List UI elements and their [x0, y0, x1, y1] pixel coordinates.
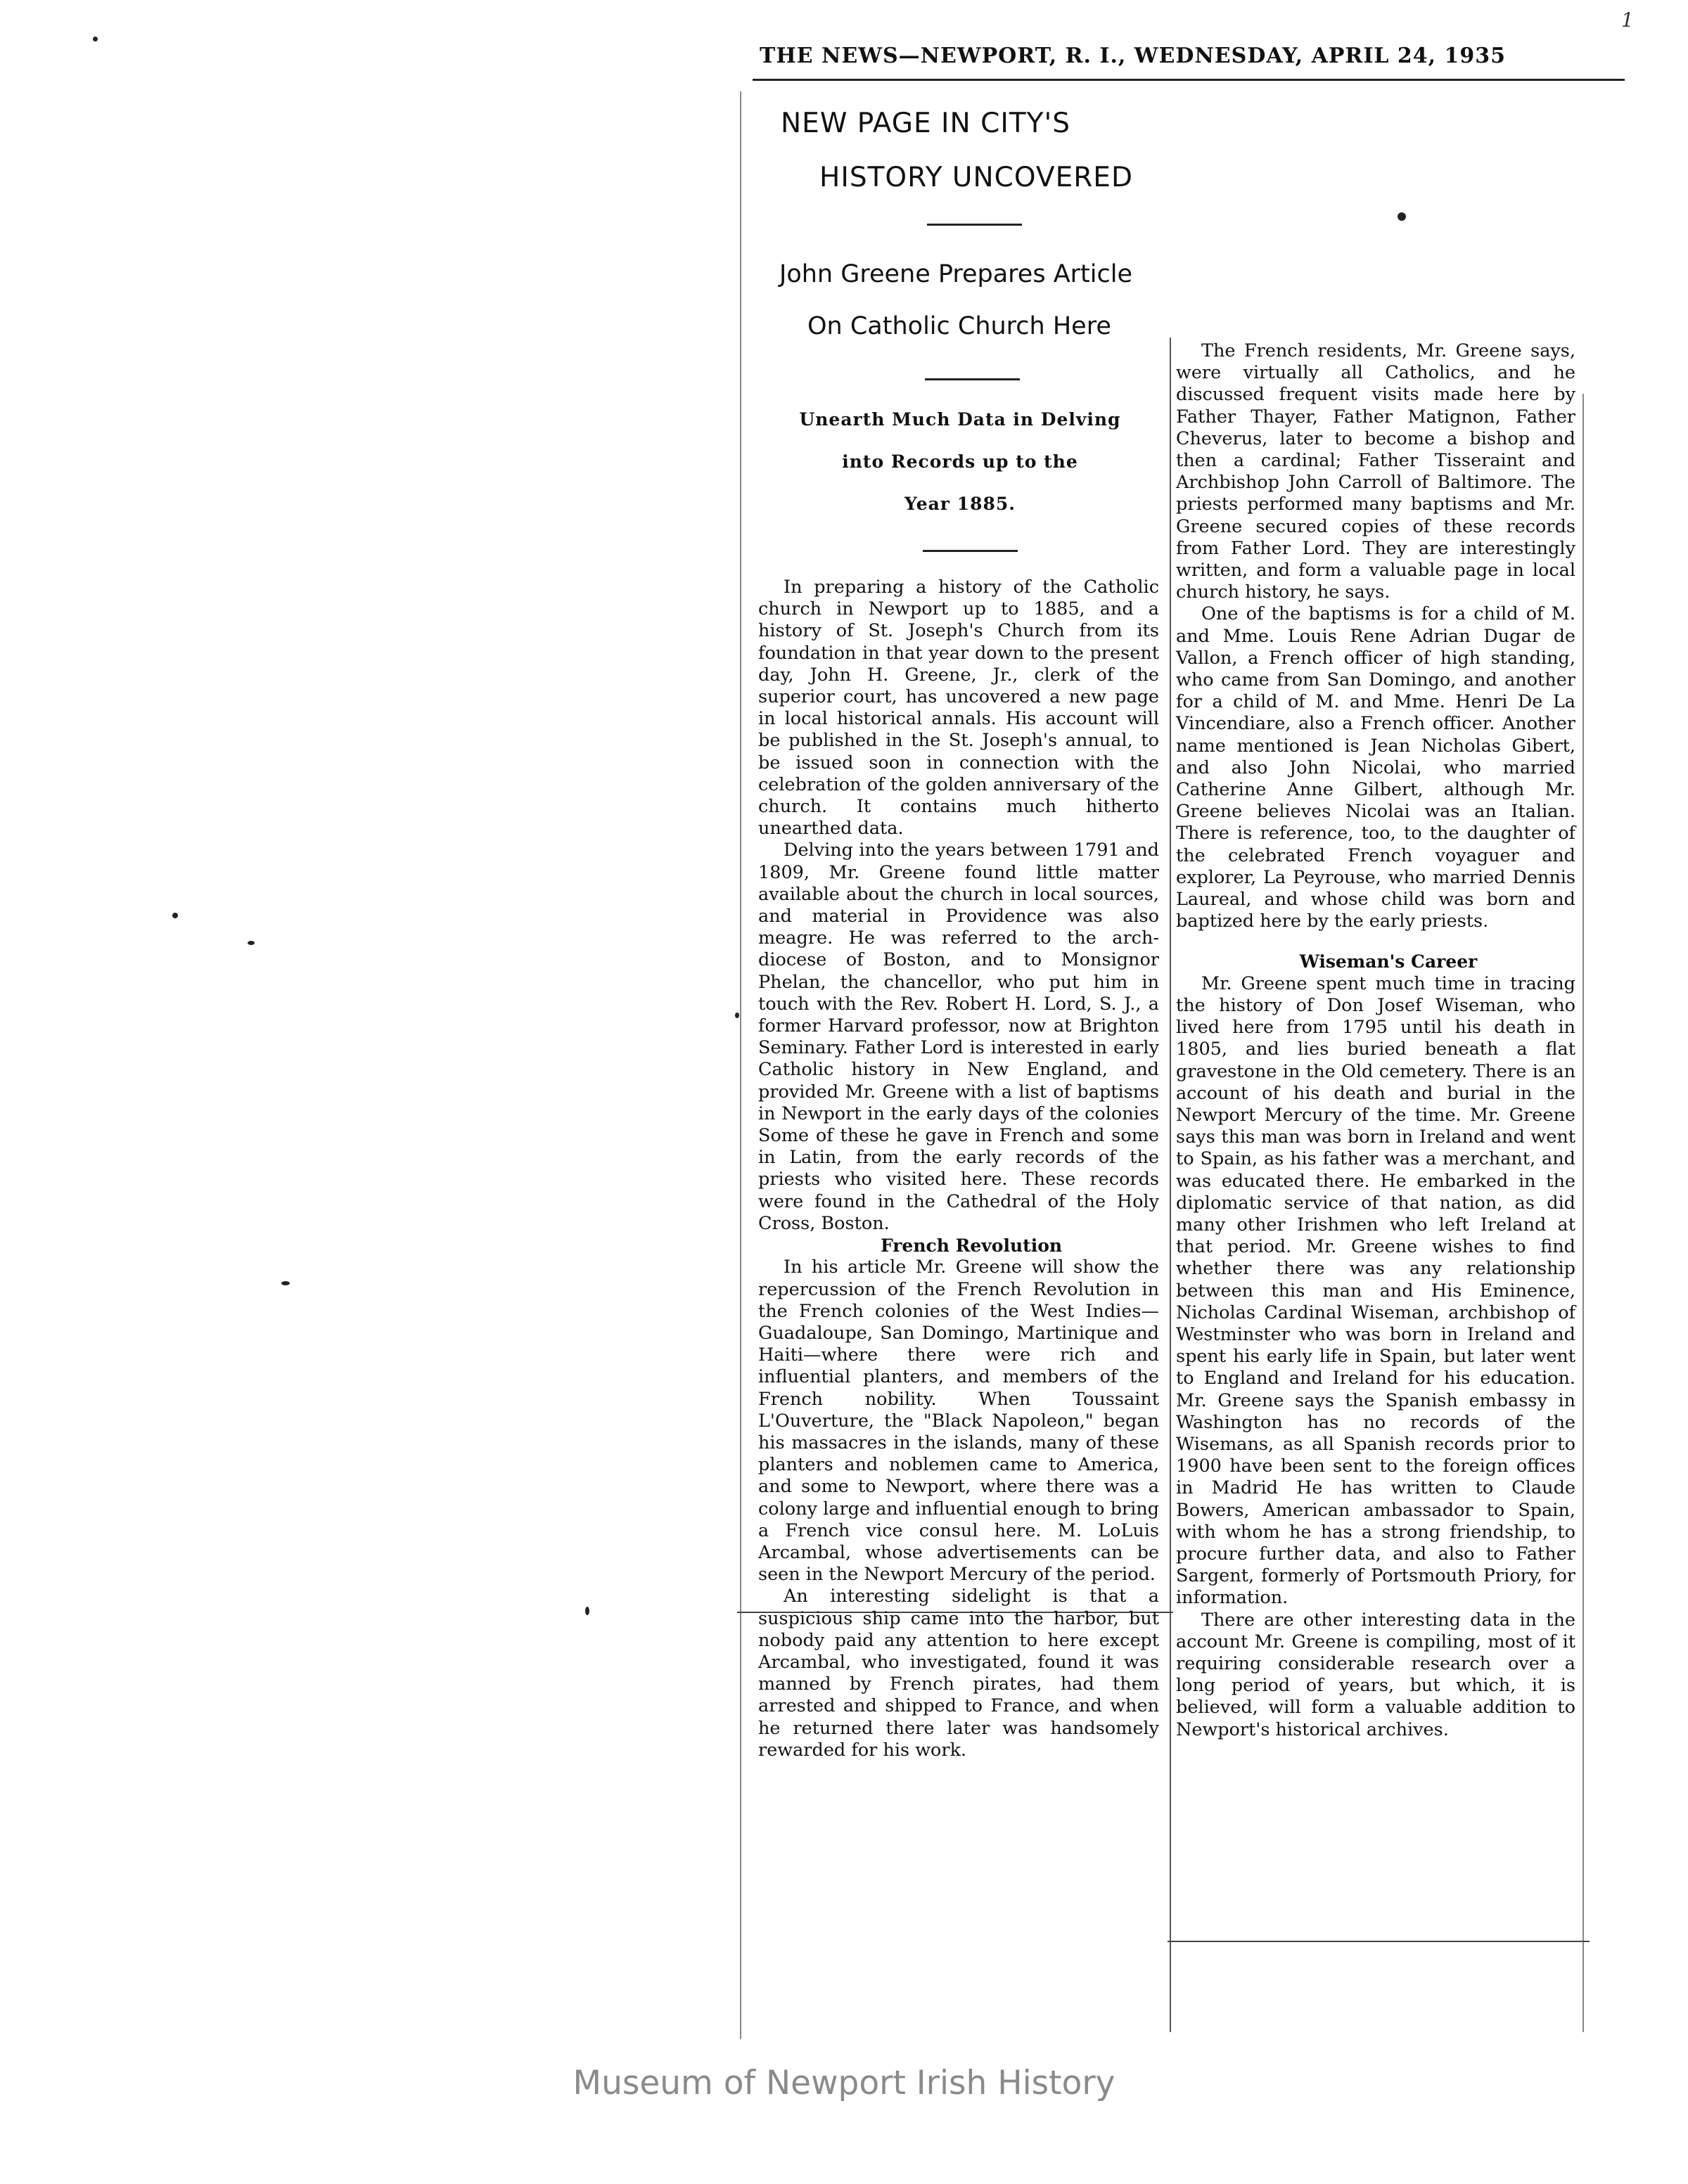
headline-line-2: HISTORY UNCOVERED [819, 162, 1133, 193]
left-paragraph-3: In his article Mr. Greene will show the repercussion of the French Revolution in the French colonies of the West Indies—Guadaloupe, San Domingo, Martinique and Haiti—where there were rich and influential planters, and members of the French nobility. When Toussaint L'Ouverture, the "Black Napoleon," began his massacres in the islands, many of these planters and noblemen came to America, and some to Newport, where there was a colony large and influential enough to bring a French vice consul here. M. LoLuis Arcambal, whose advertisements can be seen in the Newport Mercury of the period. [758, 1257, 1159, 1586]
museum-credit: Museum of Newport Irish History [573, 2064, 1115, 2102]
column-border-right [1582, 394, 1584, 2032]
subdeck-line-1: Unearth Much Data in Delving [799, 409, 1121, 430]
scan-speck [735, 1013, 739, 1018]
scan-speck [172, 913, 178, 918]
deck-line-2: On Catholic Church Here [807, 312, 1111, 340]
scan-speck [93, 37, 98, 41]
right-column [1176, 340, 1575, 1741]
column-divider [1170, 338, 1171, 2032]
section-heading-wisemans-career: Wiseman's Career [1299, 951, 1478, 972]
left-paragraph-4: An interesting sidelight is that a suspicious ship came into the harbor, but nobody paid any attention to here except Arcambal, who investigated, found it was manned by French pirates, had them arrested and shipped to France, and when he returned there later was handsomely rewarded for his work. [758, 1586, 1159, 1761]
subdeck-rule [923, 550, 1018, 552]
deck-rule [925, 378, 1020, 380]
right-paragraph-1: The French residents, Mr. Greene says, were virtually all Catholics, and he discussed frequent visits made here by Father Thayer, Father Matignon, Father Cheverus, later to become a bishop and then a cardinal; Father Tisseraint and Archbishop John Carroll of Baltimore. The priests performed many baptisms and Mr. Greene secured copies of these records from Father Lord. They are interestingly written, and form a valuable page in local church history, he says. [1176, 340, 1575, 603]
section-heading-french-revolution: French Revolution [880, 1235, 1063, 1257]
deck-line-1: John Greene Prepares Article [779, 260, 1132, 288]
left-paragraph-1: In preparing a history of the Catholic church in Newport up to 1885, and a history of St. Joseph's Church from its foundation in that year down to the present day, John H. Greene, Jr., clerk of the superior court, has uncovered a new page in local historical annals. His account will be published in the St. Joseph's annual, to be issued soon in connection with the celebration of the golden anniversary of the church. It contains much hitherto unearthed data. [758, 577, 1159, 840]
left-column [758, 577, 1159, 1761]
scan-speck [585, 1607, 589, 1615]
scan-speck [281, 1281, 290, 1285]
column-border-left [740, 91, 741, 2039]
subdeck-line-3: Year 1885. [904, 494, 1016, 514]
corner-mark: 1 [1621, 8, 1634, 32]
scan-speck [1398, 212, 1406, 221]
scan-speck [248, 941, 255, 945]
right-paragraph-2: One of the baptisms is for a child of M. and Mme. Louis Rene Adrian Dugar de Vallon, a French officer of high standing, who came from San Domingo, and another for a child of M. and Mme. Henri De La Vincendiare, also a French officer. Another name mentioned is Jean Nicholas Gibert, and also John Nicolai, who married Catherine Anne Gilbert, although Mr. Greene believes Nicolai was an Italian. There is reference, too, to the daughter of the celebrated French voyaguer and explorer, La Peyrouse, who married Dennis Laureal, and whose child was born and baptized here by the early priests. [1176, 603, 1575, 932]
top-rule [753, 79, 1625, 81]
right-paragraph-4: There are other interesting data in the account Mr. Greene is compiling, most of it requiring considerable research over a long period of years, but which, it is believed, will form a valuable addition to Newport's historical archives. [1176, 1609, 1575, 1740]
headline-rule [927, 224, 1022, 226]
left-paragraph-2: Delving into the years between 1791 and 1809, Mr. Greene found little matter available about the church in local sources, and material in Providence was also meagre. He was referred to the arch-diocese of Boston, and to Monsignor Phelan, the chancellor, who put him in touch with the Rev. Robert H. Lord, S. J., a former Harvard professor, now at Brighton Seminary. Father Lord is interested in early Catholic history in New England, and provided Mr. Greene with a list of baptisms in Newport in the early days of the colonies Some of these he gave in French and some in Latin, from the early records of the priests who visited here. These records were found in the Cathedral of the Holy Cross, Boston. [758, 840, 1159, 1234]
headline-line-1: NEW PAGE IN CITY'S [781, 108, 1070, 139]
dateline: THE NEWS—NEWPORT, R. I., WEDNESDAY, APRIL 24, 1935 [760, 44, 1507, 68]
clipping-mark [1168, 1941, 1590, 1942]
right-paragraph-3: Mr. Greene spent much time in tracing the history of Don Josef Wiseman, who lived here from 1795 until his death in 1805, and lies buried beneath a flat gravestone in the Old cemetery. There is an account of his death and burial in the Newport Mercury of the time. Mr. Greene says this man was born in Ireland and went to Spain, as his father was a merchant, and was educated there. He embarked in the diplomatic service of that nation, as did many other Irishmen who left Ireland at that period. Mr. Greene wishes to find whether there was any relationship between this man and His Eminence, Nicholas Cardinal Wiseman, archbishop of Westminster who was born in Ireland and spent his early life in Spain, but later went to England and Ireland for his education. Mr. Greene says the Spanish embassy in Washington has no records of the Wisemans, as all Spanish records prior to 1900 have been sent to the foreign offices in Madrid He has written to Claude Bowers, American ambassador to Spain, with whom he has a strong friendship, to procure further data, and also to Father Sargent, formerly of Portsmouth Priory, for information. [1176, 972, 1575, 1609]
subdeck-line-2: into Records up to the [842, 451, 1078, 472]
